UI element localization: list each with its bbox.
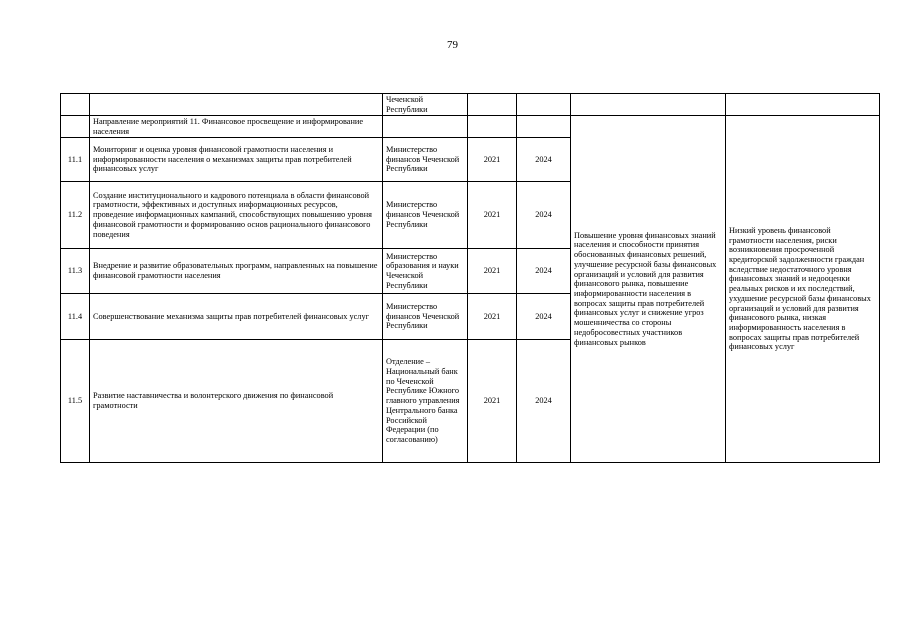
row-number: 11.4 [61, 294, 90, 340]
row-number: 11.2 [61, 182, 90, 249]
activity-title: Внедрение и развитие образовательных программ, направленных на повышение финансовой грамотности населения [90, 249, 383, 294]
table-row-continuation [61, 94, 880, 116]
end-year: 2024 [517, 340, 571, 463]
cell-empty [61, 94, 90, 116]
cell-empty [571, 94, 726, 116]
cell-empty [468, 94, 517, 116]
activity-title: Совершенствование механизма защиты прав потребителей финансовых услуг [90, 294, 383, 340]
consequences-cell: Низкий уровень финансовой грамотности населения, риски возникновения просроченной кредиторской задолженности граждан вследствие недостаточного уровня финансовых знаний и недооценки реальных рисков и их последствий, ухудшение ресурсной базы финансовых организаций и условий для развития финансового рынка, низкая информированность населения в вопросах защиты прав потребителей финансовых услуг [726, 116, 880, 463]
start-year: 2021 [468, 138, 517, 182]
end-year: 2024 [517, 182, 571, 249]
cell-empty [517, 116, 571, 138]
end-year: 2024 [517, 294, 571, 340]
activity-title: Создание институционального и кадрового потенциала в области финансовой грамотности, эффективных и доступных информационных ресурсов, проведение информационных кампаний, способствующих повышению уровня финансовой грамотности и формированию основ рационального финансового поведения [90, 182, 383, 249]
executor-cell: Министерство образования и науки Чеченской Республики [383, 249, 468, 294]
executor-cell: Министерство финансов Чеченской Республики [383, 294, 468, 340]
page-number: 79 [447, 39, 458, 51]
expected-result-cell: Повышение уровня финансовых знаний населения и способности принятия обоснованных финансовых решений, улучшение ресурсной базы финансовых организаций и условий для развития финансового рынка, повышение информированности населения в вопросах защиты прав потребителей финансовых услуг и снижение угроз мошенничества со стороны недобросовестных участников финансовых рынков [571, 116, 726, 463]
executor-cell: Чеченской Республики [383, 94, 468, 116]
section-heading-row [61, 116, 880, 138]
row-number: 11.1 [61, 138, 90, 182]
section-heading: Направление мероприятий 11. Финансовое просвещение и информирование населения [90, 116, 383, 138]
cell-empty [468, 116, 517, 138]
executor-cell: Министерство финансов Чеченской Республики [383, 138, 468, 182]
end-year: 2024 [517, 249, 571, 294]
cell-empty [726, 94, 880, 116]
start-year: 2021 [468, 182, 517, 249]
row-number: 11.5 [61, 340, 90, 463]
cell-empty [90, 94, 383, 116]
start-year: 2021 [468, 294, 517, 340]
activities-table [60, 93, 880, 463]
executor-cell: Отделение – Национальный банк по Чеченской Республике Южного главного управления Центрального банка Российской Федерации (по согласованию) [383, 340, 468, 463]
activity-title: Развитие наставничества и волонтерского движения по финансовой грамотности [90, 340, 383, 463]
start-year: 2021 [468, 249, 517, 294]
activity-title: Мониторинг и оценка уровня финансовой грамотности населения и информированности населения о механизмах защиты прав потребителей финансовых услуг [90, 138, 383, 182]
cell-empty [383, 116, 468, 138]
row-number: 11.3 [61, 249, 90, 294]
end-year: 2024 [517, 138, 571, 182]
executor-cell: Министерство финансов Чеченской Республики [383, 182, 468, 249]
cell-empty [61, 116, 90, 138]
cell-empty [517, 94, 571, 116]
start-year: 2021 [468, 340, 517, 463]
